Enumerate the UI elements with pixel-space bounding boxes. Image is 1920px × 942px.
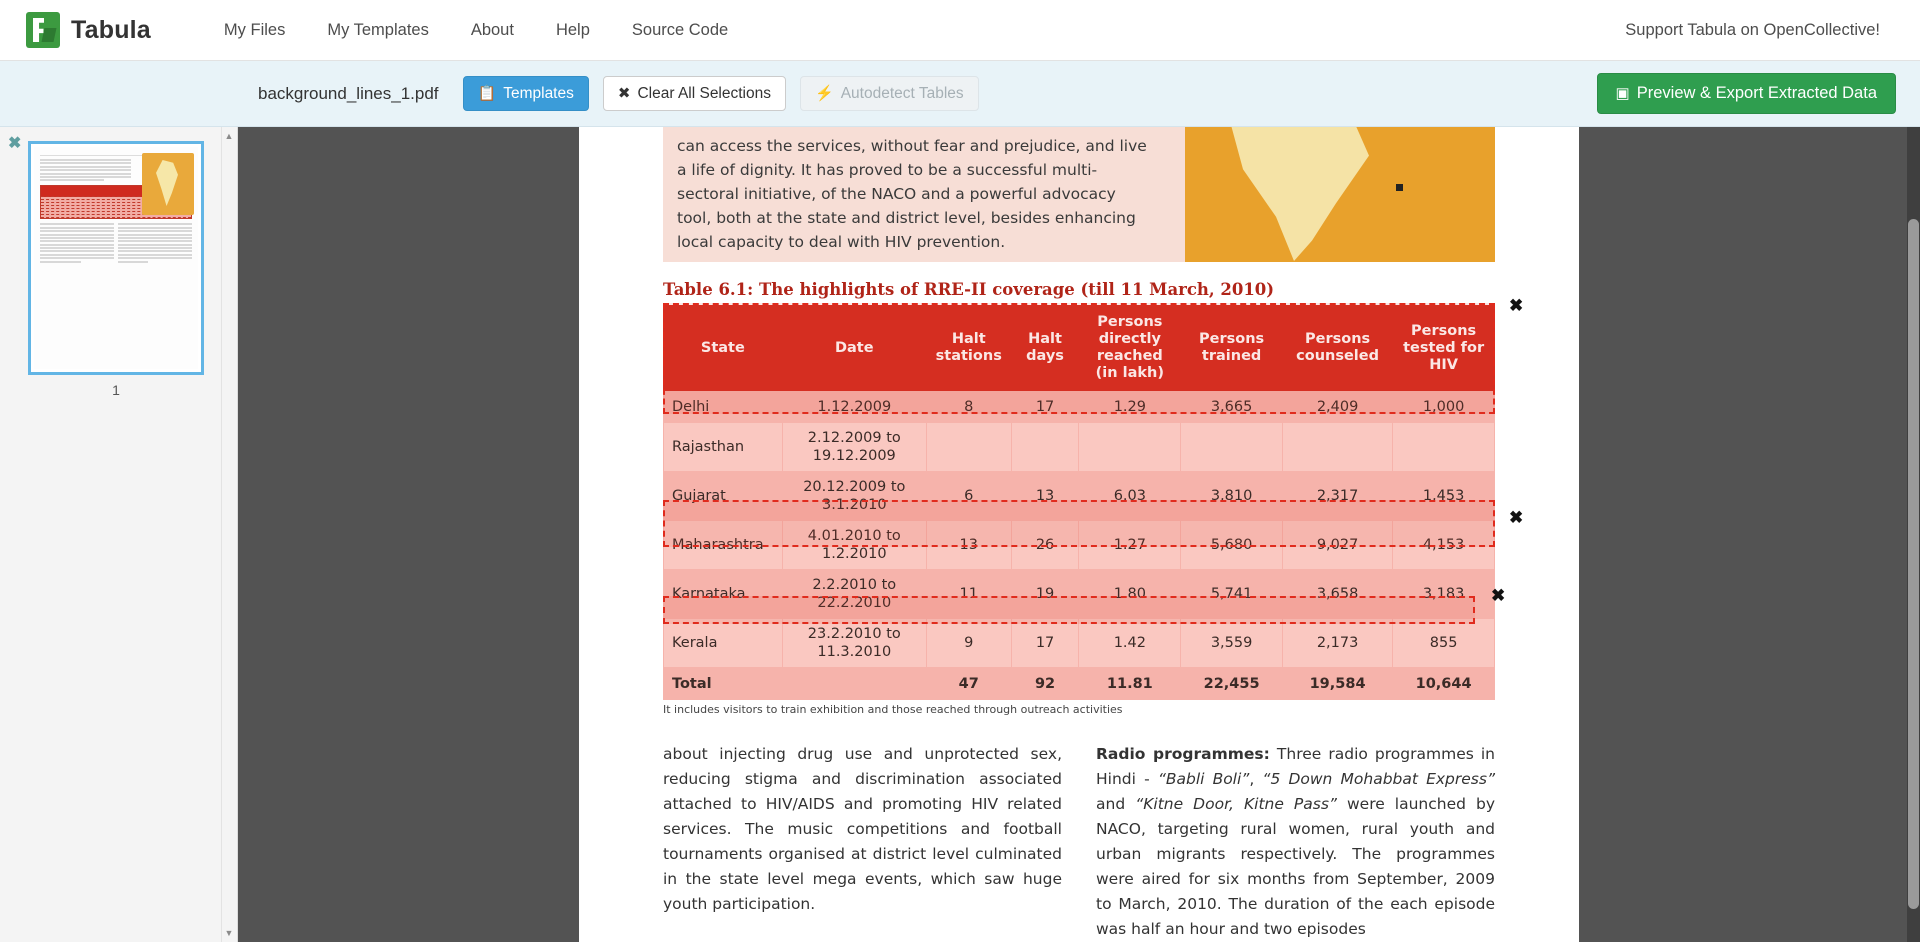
cell-state: Maharashtra xyxy=(664,521,783,570)
templates-button-label: Templates xyxy=(503,84,574,102)
rc-i3: “Kitne Door, Kitne Pass” xyxy=(1135,795,1337,813)
cell-halt-stations: 8 xyxy=(926,391,1011,423)
lightning-icon: ⚡ xyxy=(815,85,834,102)
clear-all-selections-label: Clear All Selections xyxy=(637,84,771,102)
map-marker-icon xyxy=(1396,184,1403,191)
table-footnote: It includes visitors to train exhibition and those reached through outreach activities xyxy=(663,703,1123,716)
nav-item-my-templates[interactable]: My Templates xyxy=(327,21,429,39)
brand[interactable] xyxy=(26,12,151,48)
autodetect-tables-button[interactable] xyxy=(800,76,979,112)
cell-state: Total xyxy=(664,668,783,700)
circle-x-icon: ✖ xyxy=(617,85,631,102)
viewer-scrollbar-thumb[interactable] xyxy=(1908,219,1919,909)
close-icon[interactable]: ✖ xyxy=(8,135,22,152)
cell-trained xyxy=(1181,423,1283,472)
col-state: State xyxy=(664,306,783,391)
table-row xyxy=(664,570,1495,619)
cell-halt-days: 13 xyxy=(1011,472,1079,521)
cell-counseled: 9,027 xyxy=(1282,521,1392,570)
rc-t3: and xyxy=(1096,795,1136,813)
cell-reached: 1.29 xyxy=(1079,391,1181,423)
cell-reached: 11.81 xyxy=(1079,668,1181,700)
cell-halt-stations: 13 xyxy=(926,521,1011,570)
table-head xyxy=(664,306,1495,391)
preview-export-button[interactable] xyxy=(1597,73,1896,114)
col-halt-stations: Halt stations xyxy=(926,306,1011,391)
col-persons-trained: Persons trained xyxy=(1181,306,1283,391)
table-body xyxy=(664,391,1495,700)
pdf-viewer[interactable] xyxy=(238,127,1920,942)
cell-reached: 6.03 xyxy=(1079,472,1181,521)
pdf-page-content xyxy=(579,127,1579,942)
table-row xyxy=(664,521,1495,570)
rc-t2: , xyxy=(1249,770,1263,788)
nav-item-help[interactable]: Help xyxy=(555,21,590,39)
cell-date: 2.2.2010 to 22.2.2010 xyxy=(782,570,926,619)
chevron-up-icon[interactable]: ▲ xyxy=(224,131,234,141)
cell-halt-stations: 11 xyxy=(926,570,1011,619)
top-navbar xyxy=(0,0,1920,61)
col-persons-reached: Persons directly reached (in lakh) xyxy=(1079,306,1181,391)
right-column-paragraph xyxy=(1096,742,1495,942)
banner-paragraph: can access the services, without fear and prejudice, and live a life of dignity. It has proved to be a successful multi-sectoral initiative, of the NACO and a powerful advocacy tool, both at the state and district level, besides enhancing local capacity to deal with HIV prevention. xyxy=(677,137,1147,251)
document-banner xyxy=(663,127,1495,262)
thumbnail-page-number: 1 xyxy=(112,382,120,398)
selection-close-icon[interactable]: ✖ xyxy=(1509,508,1524,527)
rc-i1: “Babli Boli” xyxy=(1157,770,1250,788)
col-persons-tested: Persons tested for HIV xyxy=(1393,306,1495,391)
cell-halt-days: 17 xyxy=(1011,391,1079,423)
document-toolbar xyxy=(0,61,1920,127)
chevron-down-icon[interactable]: ▼ xyxy=(224,928,234,938)
cell-trained: 5,741 xyxy=(1181,570,1283,619)
cell-trained: 5,680 xyxy=(1181,521,1283,570)
cell-counseled: 2,173 xyxy=(1282,619,1392,668)
india-outline-shape xyxy=(1225,127,1375,261)
cell-state: Karnataka xyxy=(664,570,783,619)
table-row-total xyxy=(664,668,1495,700)
workspace xyxy=(0,127,1920,942)
support-link[interactable]: Support Tabula on OpenCollective! xyxy=(1625,20,1880,39)
cell-halt-days: 92 xyxy=(1011,668,1079,700)
thumbnail-map-image xyxy=(142,153,194,215)
thumbnail-wrapper xyxy=(28,141,204,398)
table-caption: Table 6.1: The highlights of RRE-II coverage (till 11 March, 2010) xyxy=(663,280,1275,299)
page-thumbnail-1[interactable] xyxy=(28,141,204,375)
grid-icon: ▣ xyxy=(1615,85,1630,102)
cell-state: Kerala xyxy=(664,619,783,668)
cell-tested: 1,000 xyxy=(1393,391,1495,423)
autodetect-tables-label: Autodetect Tables xyxy=(840,84,964,102)
cell-halt-stations: 9 xyxy=(926,619,1011,668)
cell-tested: 3,183 xyxy=(1393,570,1495,619)
col-date: Date xyxy=(782,306,926,391)
cell-trained: 22,455 xyxy=(1181,668,1283,700)
template-icon: 📋 xyxy=(477,85,497,102)
cell-halt-stations: 6 xyxy=(926,472,1011,521)
rc-i2: “5 Down Mohabbat Express” xyxy=(1262,770,1495,788)
templates-button[interactable] xyxy=(463,76,589,112)
india-map-image xyxy=(1185,127,1495,262)
cell-counseled: 2,409 xyxy=(1282,391,1392,423)
cell-halt-days xyxy=(1011,423,1079,472)
cell-tested xyxy=(1393,423,1495,472)
cell-reached: 1.42 xyxy=(1079,619,1181,668)
table-row xyxy=(664,472,1495,521)
table-row xyxy=(664,391,1495,423)
cell-date: 2.12.2009 to 19.12.2009 xyxy=(782,423,926,472)
nav-item-my-files[interactable]: My Files xyxy=(223,21,286,39)
cell-halt-days: 19 xyxy=(1011,570,1079,619)
cell-reached xyxy=(1079,423,1181,472)
col-halt-days: Halt days xyxy=(1011,306,1079,391)
cell-tested: 855 xyxy=(1393,619,1495,668)
cell-state: Rajasthan xyxy=(664,423,783,472)
thumbnail-page-preview xyxy=(34,147,198,369)
cell-date: 1.12.2009 xyxy=(782,391,926,423)
cell-counseled xyxy=(1282,423,1392,472)
filename-label: background_lines_1.pdf xyxy=(258,83,439,103)
cell-date: 20.12.2009 to 3.1.2010 xyxy=(782,472,926,521)
table-header-row xyxy=(664,306,1495,391)
cell-tested: 1,453 xyxy=(1393,472,1495,521)
brand-name: Tabula xyxy=(71,15,151,44)
cell-date: 4.01.2010 to 1.2.2010 xyxy=(782,521,926,570)
rre-coverage-table xyxy=(663,305,1495,700)
selection-close-icon[interactable]: ✖ xyxy=(1491,586,1506,605)
nav-links xyxy=(203,0,749,60)
cell-trained: 3,810 xyxy=(1181,472,1283,521)
rc-t4: were launched by NACO, targeting rural women, rural youth and urban migrants respectively. The programmes were aired for six months from September, 2009 to March, 2010. The duration of the each episode was half an hour and two episodes xyxy=(1096,795,1496,938)
left-column-paragraph: about injecting drug use and unprotected sex, reducing stigma and discrimination associated attached to HIV/AIDS and promoting HIV related services. The music competitions and football tournaments organised at district level culminated in the state level mega events, which saw huge youth participation. xyxy=(663,745,1062,913)
preview-export-label: Preview & Export Extracted Data xyxy=(1636,84,1877,103)
cell-halt-days: 26 xyxy=(1011,521,1079,570)
cell-counseled: 3,658 xyxy=(1282,570,1392,619)
nav-item-about[interactable]: About xyxy=(470,21,514,39)
viewer-scrollbar[interactable] xyxy=(1907,127,1920,942)
table-row xyxy=(664,619,1495,668)
cell-counseled: 19,584 xyxy=(1282,668,1392,700)
pdf-page-1[interactable] xyxy=(579,127,1579,942)
cell-trained: 3,665 xyxy=(1181,391,1283,423)
body-columns xyxy=(663,742,1495,942)
cell-date: 23.2.2010 to 11.3.2010 xyxy=(782,619,926,668)
cell-trained: 3,559 xyxy=(1181,619,1283,668)
clear-all-selections-button[interactable] xyxy=(603,76,786,112)
cell-halt-days: 17 xyxy=(1011,619,1079,668)
cell-state: Delhi xyxy=(664,391,783,423)
nav-item-source-code[interactable]: Source Code xyxy=(631,21,729,39)
page-thumbnail-sidebar xyxy=(0,127,238,942)
radio-programmes-lead: Radio programmes: xyxy=(1096,745,1270,763)
sidebar-scrollbar[interactable] xyxy=(221,127,235,942)
cell-date xyxy=(782,668,926,700)
selection-close-icon[interactable]: ✖ xyxy=(1509,296,1524,315)
tabula-logo-icon xyxy=(26,12,60,48)
cell-tested: 4,153 xyxy=(1393,521,1495,570)
cell-state: Gujarat xyxy=(664,472,783,521)
cell-reached: 1.27 xyxy=(1079,521,1181,570)
rc-t1: Three radio programmes in Hindi - xyxy=(1096,745,1495,788)
cell-reached: 1.80 xyxy=(1079,570,1181,619)
left-column xyxy=(663,742,1062,942)
cell-halt-stations xyxy=(926,423,1011,472)
cell-counseled: 2,317 xyxy=(1282,472,1392,521)
table-row xyxy=(664,423,1495,472)
right-column xyxy=(1096,742,1495,942)
col-persons-counseled: Persons counseled xyxy=(1282,306,1392,391)
cell-halt-stations: 47 xyxy=(926,668,1011,700)
cell-tested: 10,644 xyxy=(1393,668,1495,700)
